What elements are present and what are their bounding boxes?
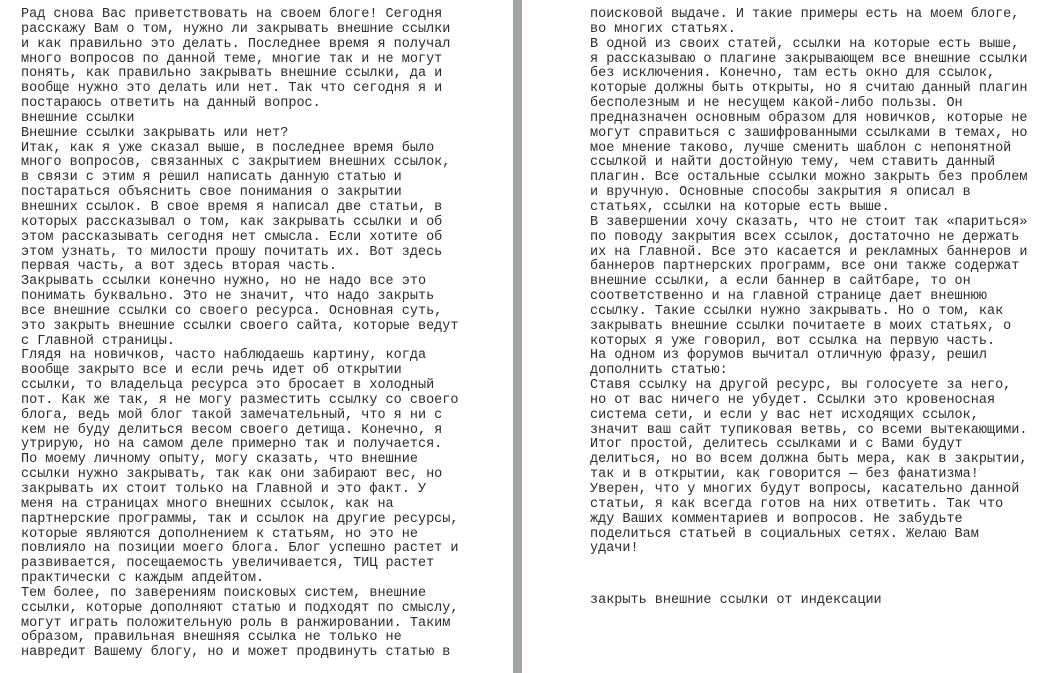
text-column-left — [21, 8, 491, 661]
text-column-right — [590, 8, 1040, 609]
column-divider — [513, 0, 522, 673]
article-footer-keywords: закрыть внешние ссылки от индексации — [590, 593, 882, 609]
article-text-right: поисковой выдаче. И такие примеры есть на моем блоге, во многих статьях. В одной из своих статей, ссылки на которые есть выше, я рассказываю о плагине закрывающем все внешние ссылки без исключения. Конечно, там есть окно для ссылок, которые должны быть открыты, но я считаю данный плагин бесполезным и не несущем какой-либо пользы. Он предназначен основным образом для новичков, которые не могут справиться с зашифрованными ссылками в темах, но мое мнение таково, лучше сменить шаблон с непонятной ссылкой и найти достойную тему, чем ставить данный плагин. Все остальные ссылки можно закрыть без проблем и вручную. Основные способы закрытия я описал в статьях, ссылки на которые есть выше. В завершении хочу сказать, что не стоит так «париться» по поводу закрытия всех ссылок, достаточно не держать их на Главной. Все это касается и рекламных баннеров и баннеров партнерских программ, все они также содержат внешние ссылки, а если баннер в сайтбаре, то он соответственно и на главной странице дает внешнюю ссылку. Такие ссылки нужно закрывать. Но о том, как закрывать внешние ссылки почитаете в моих статьях, о которых я уже говорил, вот ссылка на первую часть. На одном из форумов вычитал отличную фразу, решил дополнить статью: Ставя ссылку на другой ресурс, вы голосуете за него, но от вас ничего не убудет. Ссылки это кровеносная система сети, и если у вас нет исходящих ссылок, значит ваш сайт тупиковая ветвь, со всеми вытекающими. Итог простой, делитесь ссылками и с Вами будут делиться, но во всем должна быть мера, как в закрытии, так и в открытии, как говорится — без фанатизма! Уверен, что у многих будут вопросы, касательно данной статьи, я как всегда готов на них ответить. Так что жду Ваших комментариев и вопросов. Не забудьте поделиться статьей в социальных сетях. Желаю Вам удачи! — [590, 7, 1028, 557]
article-text-left: Рад снова Вас приветствовать на своем блоге! Сегодня расскажу Вам о том, нужно ли закрывать внешние ссылки и как правильно это делать. Последнее время я получал много вопросов по данной теме, многие так и не могут понять, как правильно закрывать внешние ссылки, да и вообще нужно это делать или нет. Так что сегодня я и постараюсь ответить на данный вопрос. внешние ссылки Внешние ссылки закрывать или нет? Итак, как я уже сказал выше, в последнее время было много вопросов, связанных с закрытием внешних ссылок, в связи с этим я решил написать данную статью и постараться объяснить свое понимания о закрытии внешних ссылок. В свое время я написал две статьи, в которых рассказывал о том, как закрывать ссылки и об этом рассказывать сегодня нет смысла. Если хотите об этом узнать, то милости прошу почитать их. Вот здесь первая часть, а вот здесь вторая часть. Закрывать ссылки конечно нужно, но не надо все это понимать буквально. Это не значит, что надо закрыть все внешние ссылки со своего ресурса. Основная суть, это закрыть внешние ссылки своего сайта, которые ведут с Главной страницы. Глядя на новичков, часто наблюдаешь картину, когда вообще закрыто все и если речь идет об открытии ссылки, то владельца ресурса это бросает в холодный пот. Как же так, я не могу разместить ссылку со своего блога, ведь мой блог такой замечательный, что я ни с кем не буду делиться весом своего детища. Конечно, я утрирую, но на самом деле примерно так и получается. По моему личному опыту, могу сказать, что внешние ссылки нужно закрывать, так как они забирают вес, но закрывать их стоит только на Главной и это факт. У меня на страницах много внешних ссылок, как на партнерские программы, так и ссылок на другие ресурсы, которые являются дополнением к статьям, но это не повлияло на позиции моего блога. Блог успешно растет и развивается, посещаемость увеличивается, ТИЦ растет практически с каждым апдейтом. Тем более, по заверениям поисковых систем, внешние ссылки, которые дополняют статью и подходят по смыслу, могут играть положительную роль в ранжировании. Таким образом, правильная внешняя ссылка не только не навредит Вашему блогу, но и может продвинуть статью в — [21, 7, 459, 661]
